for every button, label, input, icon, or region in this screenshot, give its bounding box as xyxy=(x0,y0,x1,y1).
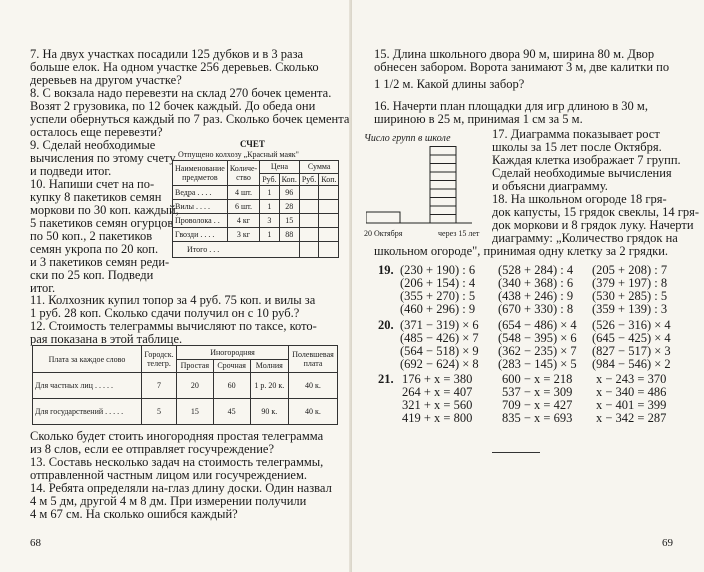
school-groups-diagram xyxy=(366,144,474,236)
exercise-21-item: 264 + x = 407 xyxy=(402,385,473,399)
tariff-table xyxy=(32,345,338,425)
chart-label-left: 20 Октября xyxy=(364,229,403,238)
exercise-21-item: 321 + x = 560 xyxy=(402,398,473,412)
problem-15-line: 15. Длина школьного двора 90 м, ширина 80 м. Двор xyxy=(374,47,655,61)
problem-13-line: отправленной частным лицом или госучреждением. xyxy=(30,468,307,482)
problem-15-line: 1 1/2 м. Какой длины забор? xyxy=(374,77,525,91)
tariff-header-word: Плата за каждое слово xyxy=(33,346,142,373)
problem-17-line: 17. Диаграмма показывает рост xyxy=(492,127,660,141)
invoice-cell xyxy=(319,242,339,258)
exercise-20-item: (526 − 316) × 4 xyxy=(592,318,671,332)
problem-14-line: 4 м 5 дм, другой 4 м 8 дм. При измерении получили xyxy=(30,494,307,508)
invoice-subheader: Руб. xyxy=(260,173,279,186)
page-number-left: 68 xyxy=(30,537,41,549)
invoice-header-sum: Сумма xyxy=(299,161,339,174)
problem-18-line: док капусты, 15 грядок свеклы, 14 гря- xyxy=(492,205,700,219)
invoice-cell xyxy=(299,228,318,242)
right-page xyxy=(352,0,704,572)
invoice-cell: 3 кг xyxy=(227,228,259,242)
exercise-21-item: 835 − x = 693 xyxy=(502,411,573,425)
invoice-cell xyxy=(319,228,339,242)
invoice-cell xyxy=(299,186,318,200)
problem-10-line: 10. Напиши счет на по- xyxy=(30,177,155,191)
tariff-cell: 1 р. 20 к. xyxy=(250,373,288,399)
invoice-table xyxy=(172,160,339,258)
exercise-20-item: (645 − 425) × 4 xyxy=(592,331,671,345)
tariff-cell: 40 к. xyxy=(289,399,338,425)
exercise-20-item: (984 − 546) × 2 xyxy=(592,357,671,371)
tariff-cell: 7 xyxy=(142,373,177,399)
tariff-cell: Для частных лиц . . . . . xyxy=(33,373,142,399)
problem-12-line: 12. Стоимость телеграммы вычисляют по таксе, кото- xyxy=(30,319,317,333)
exercise-19-item: (206 + 154) : 4 xyxy=(400,276,476,290)
problem-17-line: и объясни диаграмму. xyxy=(492,179,608,193)
exercise-19-item: (205 + 208) : 7 xyxy=(592,263,668,277)
problem-8-line: успели обернуться каждый по 7 раз. Сколько бочек цемента xyxy=(30,112,350,126)
problem-14-line: 14. Ребята определяли на-глаз длину доски. Один назвал xyxy=(30,481,332,495)
exercise-19-item: (670 + 330) : 8 xyxy=(498,302,574,316)
diagram-cell xyxy=(430,164,456,173)
exercise-20-item: (827 − 517) × 3 xyxy=(592,344,671,358)
tariff-cell: Для государствений . . . . . xyxy=(33,399,142,425)
diagram-cell xyxy=(430,198,456,207)
problem-10-line: купку 8 пакетиков семян xyxy=(30,190,162,204)
invoice-cell: 1 xyxy=(260,200,279,214)
invoice-cell xyxy=(299,242,318,258)
exercise-20-item: (283 − 145) × 5 xyxy=(498,357,577,371)
invoice-cell xyxy=(319,200,339,214)
tariff-cell: 60 xyxy=(213,373,250,399)
problem-8-line: осталось еще перевезти? xyxy=(30,125,163,139)
exercise-20-number: 20. xyxy=(378,318,394,332)
problem-12-question: Сколько будет стоить иногородняя простая телеграмма xyxy=(30,429,324,443)
invoice-cell: 1 xyxy=(260,228,279,242)
exercise-19-item: (340 + 368) : 6 xyxy=(498,276,574,290)
tariff-subheader: Срочная xyxy=(213,359,250,373)
exercise-20-item: (371 − 319) × 6 xyxy=(400,318,479,332)
invoice-cell xyxy=(319,186,339,200)
exercise-19-number: 19. xyxy=(378,263,394,277)
exercise-19-item: (379 + 197) : 8 xyxy=(592,276,668,290)
tariff-cell: 90 к. xyxy=(250,399,288,425)
diagram-cell xyxy=(430,189,456,198)
left-column xyxy=(366,212,400,223)
invoice-title: СЧЕТ xyxy=(240,139,265,149)
tariff-cell: 40 к. xyxy=(289,373,338,399)
invoice-cell: Гвозди . . . . xyxy=(173,228,228,242)
tariff-header-fee: Полевшевая плата xyxy=(289,346,338,373)
page-number-right: 69 xyxy=(662,537,673,549)
invoice-cell xyxy=(299,214,318,228)
invoice-header-price: Цена xyxy=(260,161,300,174)
invoice-total-label: Итого . . . xyxy=(173,242,300,258)
invoice-cell xyxy=(299,200,318,214)
problem-15-line: обнесен забором. Ворота занимают 3 м, две калитки по xyxy=(374,60,670,74)
invoice-cell: 88 xyxy=(279,228,299,242)
invoice-header-qty: Количе-ство xyxy=(227,161,259,186)
problem-17-line: Каждая клетка изображает 7 групп. xyxy=(492,153,681,167)
problem-9-line: 9. Сделай необходимые xyxy=(30,138,156,152)
right-column xyxy=(430,147,456,224)
invoice-cell: 15 xyxy=(279,214,299,228)
invoice-subheader: Руб. xyxy=(299,173,318,186)
invoice-cell: 28 xyxy=(279,200,299,214)
exercise-20-item: (564 − 518) × 9 xyxy=(400,344,479,358)
exercise-19-item: (530 + 285) : 5 xyxy=(592,289,668,303)
invoice-subheader: Коп. xyxy=(319,173,339,186)
exercise-21-item: 176 + x = 380 xyxy=(402,372,473,386)
problem-10-line: и 3 пакетиков семян реди- xyxy=(30,255,170,269)
invoice-subtitle: Отпущено колхозу „Красный маяк" xyxy=(178,150,299,159)
problem-9-line: и подведи итог. xyxy=(30,164,112,178)
tariff-header-intercity: Иногородняя xyxy=(177,346,289,360)
exercise-21-item: x − 401 = 399 xyxy=(596,398,667,412)
invoice-cell: 1 xyxy=(260,186,279,200)
invoice-subheader: Коп. xyxy=(279,173,299,186)
tariff-subheader: Простая xyxy=(177,359,214,373)
exercise-21-number: 21. xyxy=(378,372,394,386)
problem-17-line: школы за 15 лет после Октября. xyxy=(492,140,662,154)
problem-16-line: 16. Начерти план площадки для игр длиною в 30 м, xyxy=(374,99,648,113)
exercise-20-item: (692 − 624) × 8 xyxy=(400,357,479,371)
problem-18-line: док моркови и 8 грядок луку. Начерти xyxy=(492,218,694,232)
problem-13-line: 13. Составь несколько задач на стоимость телеграммы, xyxy=(30,455,324,469)
chart-title: Число групп в школе xyxy=(364,133,451,144)
invoice-cell xyxy=(319,214,339,228)
exercise-19-item: (438 + 246) : 9 xyxy=(498,289,574,303)
diagram-cell xyxy=(430,215,456,224)
exercise-21-item: x − 243 = 370 xyxy=(596,372,667,386)
exercise-21-item: 600 − x = 218 xyxy=(502,372,573,386)
problem-10-line: моркови по 30 коп. каждый, xyxy=(30,203,179,217)
invoice-cell: Ведра . . . . xyxy=(173,186,228,200)
exercise-19-item: (355 + 270) : 5 xyxy=(400,289,476,303)
exercise-19-item: (359 + 139) : 3 xyxy=(592,302,668,316)
problem-10-line: итог. xyxy=(30,281,56,295)
diagram-cell xyxy=(430,206,456,215)
problem-10-line: ски по 25 коп. Подведи xyxy=(30,268,154,282)
problem-18-line: диаграмму: „Количество грядок на xyxy=(492,231,678,245)
problem-7-line: больше елок. На одном участке 256 деревьев. Сколько xyxy=(30,60,319,74)
exercise-20-item: (548 − 395) × 6 xyxy=(498,331,577,345)
problem-16-line: шириною в 25 м, принимая 1 см за 5 м. xyxy=(374,112,583,126)
problem-8-line: 8. С вокзала надо перевезти на склад 270 бочек цемента. xyxy=(30,86,332,100)
exercise-20-item: (654 − 486) × 4 xyxy=(498,318,577,332)
exercise-20-item: (362 − 235) × 7 xyxy=(498,344,577,358)
exercise-19-item: (230 + 190) : 6 xyxy=(400,263,476,277)
problem-17-line: Сделай необходимые вычисления xyxy=(492,166,672,180)
exercise-21-item: x − 342 = 287 xyxy=(596,411,667,425)
problem-18-line: школьном огороде", принимая одну клетку за 2 грядки. xyxy=(374,244,669,258)
tariff-cell: 45 xyxy=(213,399,250,425)
invoice-cell: 4 шт. xyxy=(227,186,259,200)
problem-11-line: 1 руб. 28 коп. Сколько сдачи получил он с 10 руб.? xyxy=(30,306,300,320)
exercise-21-item: 419 + x = 800 xyxy=(402,411,473,425)
diagram-cell xyxy=(430,147,456,156)
tariff-cell: 5 xyxy=(142,399,177,425)
exercise-20-item: (485 − 426) × 7 xyxy=(400,331,479,345)
chart-label-right: через 15 лет xyxy=(438,229,480,238)
problem-12-line: рая показана в этой таблице. xyxy=(30,332,183,346)
tariff-subheader: Молния xyxy=(250,359,288,373)
exercise-19-item: (528 + 284) : 4 xyxy=(498,263,574,277)
problem-10-line: 5 пакетиков семян огурцов xyxy=(30,216,174,230)
invoice-cell: 6 шт. xyxy=(227,200,259,214)
diagram-cell xyxy=(430,181,456,190)
exercise-19-item: (460 + 296) : 9 xyxy=(400,302,476,316)
tariff-header-city: Городск. телегр. xyxy=(142,346,177,373)
invoice-cell: 4 кг xyxy=(227,214,259,228)
problem-12-question: из 8 слов, если ее отправляет госучреждение? xyxy=(30,442,275,456)
exercise-21-item: 537 − x = 309 xyxy=(502,385,573,399)
problem-7-line: 7. На двух участках посадили 125 дубков и в 3 раза xyxy=(30,47,304,61)
problem-10-line: семян укропа по 20 коп. xyxy=(30,242,159,256)
diagram-cell xyxy=(430,172,456,181)
problem-10-line: по 50 коп., 2 пакетиков xyxy=(30,229,153,243)
problem-14-line: 4 м 67 см. На сколько ошибся каждый? xyxy=(30,507,238,521)
problem-18-line: 18. На школьном огороде 18 гря- xyxy=(492,192,667,206)
section-divider xyxy=(492,452,540,453)
invoice-header-item: Наименование предметов xyxy=(173,161,228,186)
exercise-21-item: 709 − x = 427 xyxy=(502,398,573,412)
exercise-21-item: x − 340 = 486 xyxy=(596,385,667,399)
invoice-cell: Проволока . . xyxy=(173,214,228,228)
invoice-cell: Вилы . . . . xyxy=(173,200,228,214)
problem-11-line: 11. Колхозник купил топор за 4 руб. 75 коп. и вилы за xyxy=(30,293,316,307)
tariff-cell: 20 xyxy=(177,373,214,399)
diagram-cell xyxy=(430,155,456,164)
tariff-cell: 15 xyxy=(177,399,214,425)
problem-9-line: вычисления по этому счету xyxy=(30,151,176,165)
invoice-cell: 96 xyxy=(279,186,299,200)
invoice-cell: 3 xyxy=(260,214,279,228)
problem-7-line: деревьев на другом участке? xyxy=(30,73,182,87)
problem-8-line: Возят 2 грузовика, по 12 бочек каждый. До обеда они xyxy=(30,99,316,113)
